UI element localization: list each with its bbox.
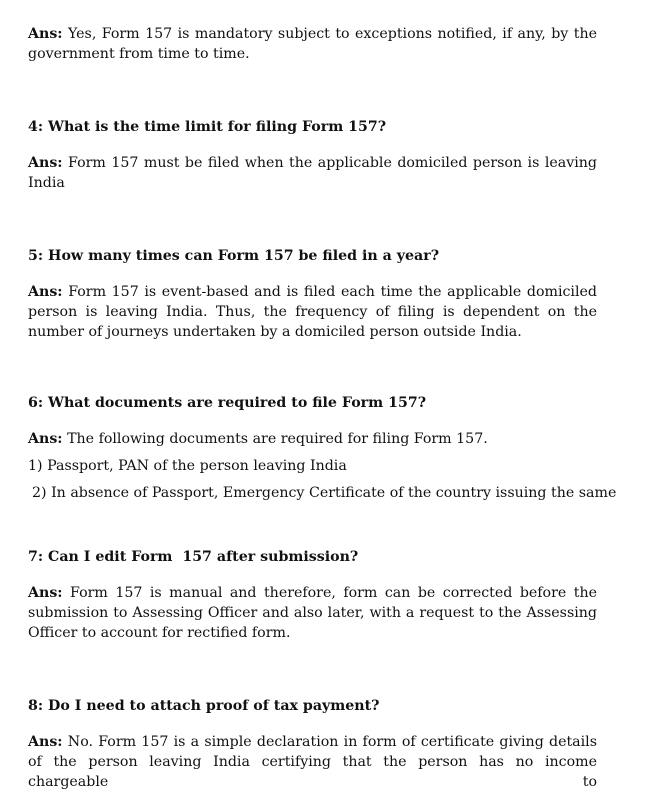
- list-item: 1) Passport, PAN of the person leaving India: [28, 458, 347, 474]
- answer-text: The following documents are required for filing Form 157.: [67, 431, 488, 447]
- list-item: 2) In absence of Passport, Emergency Certificate of the country issuing the same: [32, 485, 617, 501]
- question-7: 7: Can I edit Form 157 after submission?: [28, 549, 359, 565]
- answer-label: Ans:: [28, 284, 63, 300]
- answer-text: Form 157 must be filed when the applicable domiciled person is leaving India: [28, 155, 598, 191]
- answer-label: Ans:: [28, 155, 63, 171]
- answer-text: No. Form 157 is a simple declaration in form of certificate giving details of the person leaving India certifying that the person has no income chargeable to: [28, 734, 597, 790]
- answer-text: Yes, Form 157 is mandatory subject to exceptions notified, if any, by the government from time to time.: [28, 26, 597, 62]
- question-8: 8: Do I need to attach proof of tax payment?: [28, 698, 380, 714]
- answer-6: [28, 429, 597, 449]
- faq-document: [28, 24, 617, 792]
- answer-text: Form 157 is manual and therefore, form can be corrected before the submission to Assessing Officer and also later, with a request to the Assessing Officer to account for rectified form.: [28, 585, 597, 641]
- question-4: 4: What is the time limit for filing Form 157?: [28, 119, 387, 135]
- question-5: 5: How many times can Form 157 be filed in a year?: [28, 248, 440, 264]
- answer-3: [28, 24, 597, 64]
- question-6: 6: What documents are required to file Form 157?: [28, 395, 427, 411]
- answer-label: Ans:: [28, 734, 63, 750]
- answer-text: Form 157 is event-based and is filed each time the applicable domiciled person is leaving India. Thus, the frequency of filing is dependent on the number of journeys undertaken by a domiciled person outside India.: [28, 284, 597, 340]
- answer-4: [28, 153, 597, 193]
- answer-8: [28, 732, 597, 792]
- answer-label: Ans:: [28, 26, 63, 42]
- answer-5: [28, 282, 597, 342]
- answer-label: Ans:: [28, 431, 63, 447]
- answer-7: [28, 583, 597, 643]
- answer-label: Ans:: [28, 585, 63, 601]
